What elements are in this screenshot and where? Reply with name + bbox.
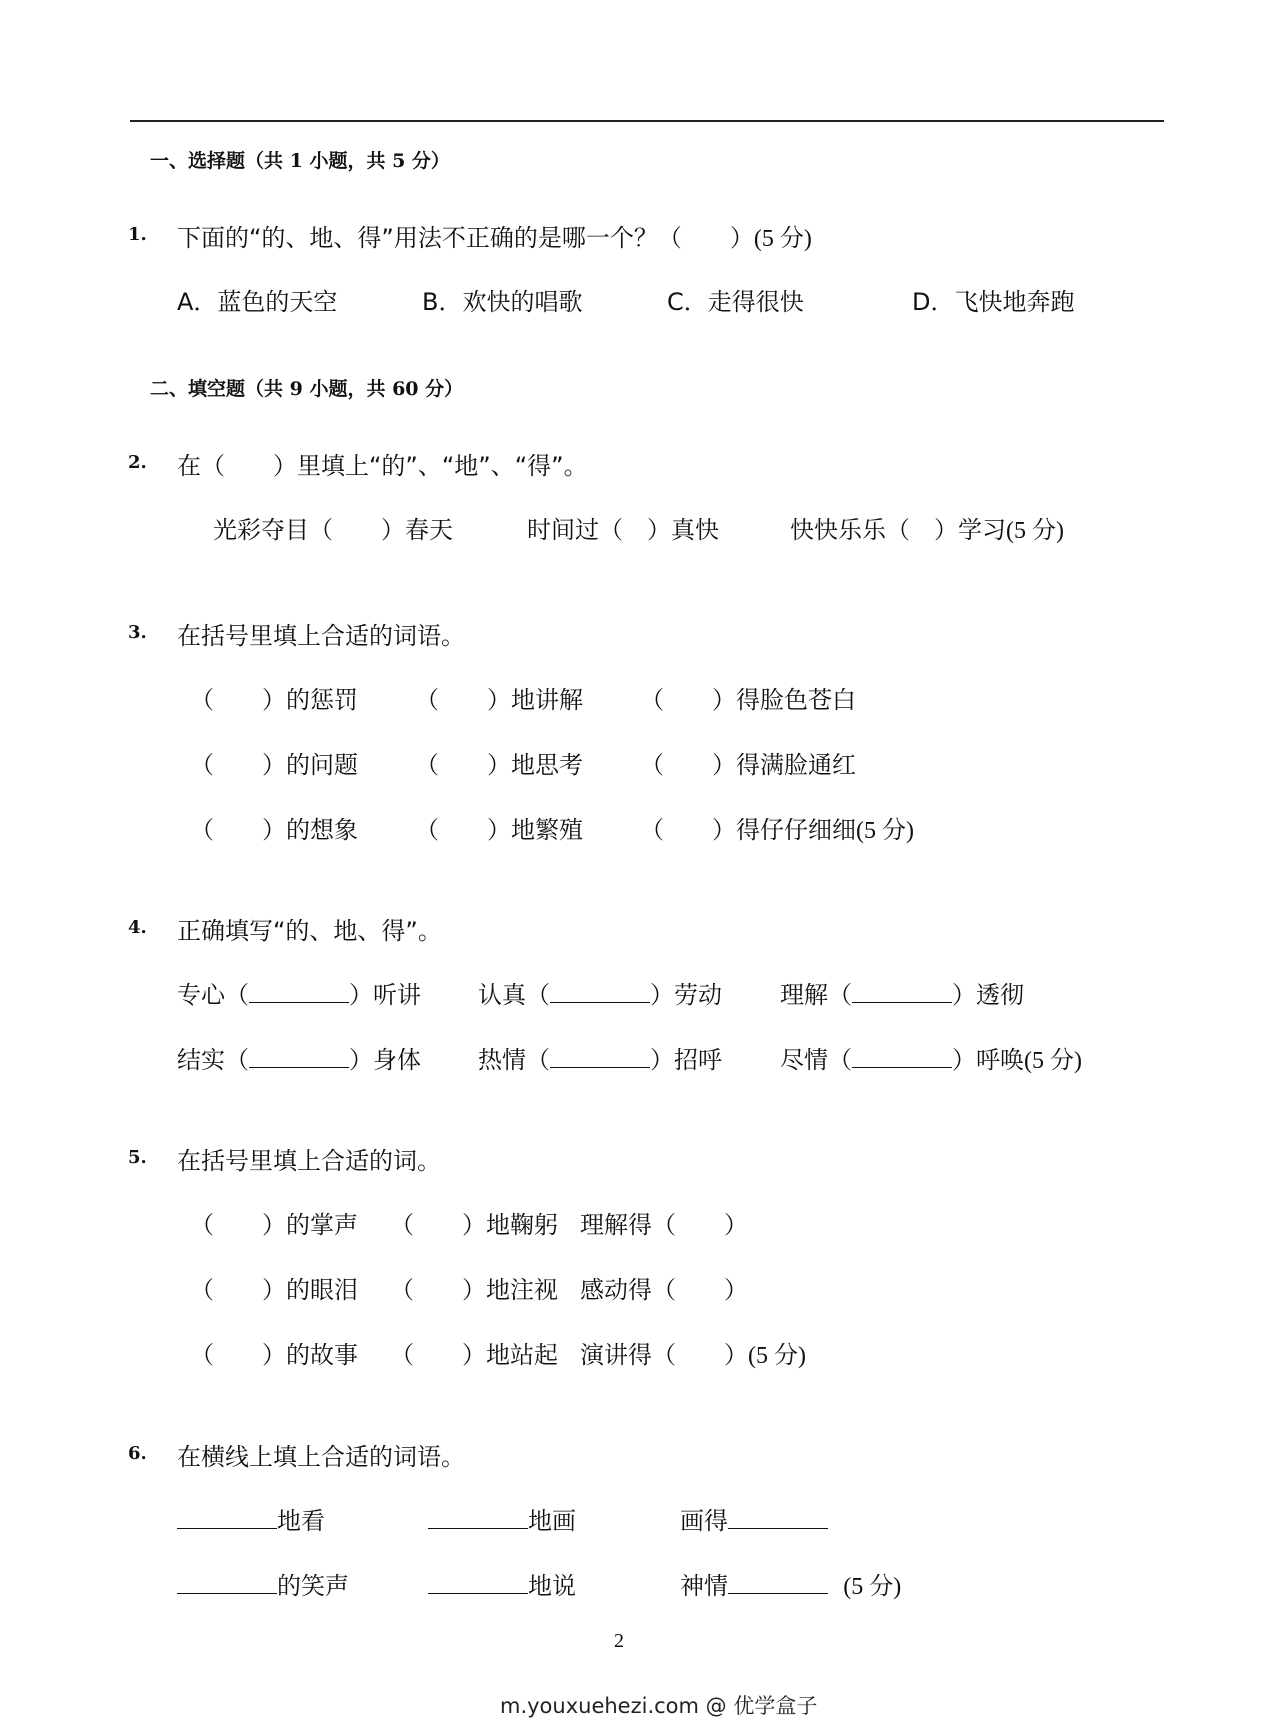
q6-cell: 的笑声 <box>177 1566 349 1601</box>
q1-option-a: A．蓝色的天空 <box>177 288 338 316</box>
header-rule <box>130 120 1164 122</box>
q2-number: 2. <box>128 452 147 473</box>
q6-cell: 画得 <box>680 1501 828 1536</box>
page-number: 2 <box>614 1630 624 1652</box>
q1-option-b: B．欢快的唱歌 <box>422 288 583 316</box>
q4-cell: 专心（ ）听讲 <box>177 975 421 1010</box>
q6-stem: 在横线上填上合适的词语。 <box>177 1443 465 1471</box>
q2-item-3: 快快乐乐（ ）学习(5 分) <box>790 516 1064 544</box>
answer-blank[interactable] <box>728 1569 828 1594</box>
q3-cell: （ ）得脸色苍白 <box>640 686 856 714</box>
q4-number: 4. <box>128 917 147 938</box>
q3-cell: （ ）的问题 <box>190 751 358 779</box>
answer-blank[interactable] <box>177 1504 277 1529</box>
q5-cell: 理解得（ ） <box>580 1211 748 1239</box>
answer-blank[interactable] <box>177 1569 277 1594</box>
section-title-1: 一、选择题（共 1 小题，共 5 分） <box>150 150 450 172</box>
q2-stem: 在（ ）里填上“的”、“地”、“得”。 <box>177 452 588 480</box>
q4-cell: 理解（ ）透彻 <box>780 975 1024 1010</box>
answer-blank[interactable] <box>249 1043 349 1068</box>
section-title-2: 二、填空题（共 9 小题，共 60 分） <box>150 378 464 400</box>
q2-item-2: 时间过（ ）真快 <box>527 516 719 544</box>
q3-cell: （ ）的想象 <box>190 816 358 844</box>
answer-blank[interactable] <box>852 1043 952 1068</box>
footer-watermark: m.youxuehezi.com @ 优学盒子 <box>500 1694 818 1718</box>
answer-blank[interactable] <box>249 978 349 1003</box>
q3-stem: 在括号里填上合适的词语。 <box>177 622 465 650</box>
q5-cell: （ ）的掌声 <box>190 1211 358 1239</box>
answer-blank[interactable] <box>550 978 650 1003</box>
q1-option-d: D．飞快地奔跑 <box>912 288 1075 316</box>
q5-stem: 在括号里填上合适的词。 <box>177 1147 441 1175</box>
q4-cell: 尽情（ ）呼唤(5 分) <box>780 1040 1082 1075</box>
q4-cell: 认真（ ）劳动 <box>478 975 722 1010</box>
answer-blank[interactable] <box>728 1504 828 1529</box>
q5-number: 5. <box>128 1147 147 1168</box>
answer-blank[interactable] <box>428 1569 528 1594</box>
q4-stem: 正确填写“的、地、得”。 <box>177 917 442 945</box>
q5-cell: （ ）的眼泪 <box>190 1276 358 1304</box>
answer-blank[interactable] <box>550 1043 650 1068</box>
q3-cell: （ ）得满脸通红 <box>640 751 856 779</box>
q5-cell: （ ）的故事 <box>190 1341 358 1369</box>
q5-cell: （ ）地站起 <box>390 1341 558 1369</box>
q4-cell: 结实（ ）身体 <box>177 1040 421 1075</box>
answer-blank[interactable] <box>428 1504 528 1529</box>
q1-stem: 下面的“的、地、得”用法不正确的是哪一个？（ ）(5 分) <box>177 224 812 252</box>
q6-number: 6. <box>128 1443 147 1464</box>
q6-cell: 地说 <box>428 1566 576 1601</box>
q3-cell: （ ）地思考 <box>415 751 583 779</box>
q4-cell: 热情（ ）招呼 <box>478 1040 722 1075</box>
q3-number: 3. <box>128 622 147 643</box>
q5-cell: 感动得（ ） <box>580 1276 748 1304</box>
q5-cell: （ ）地鞠躬 <box>390 1211 558 1239</box>
q3-cell: （ ）地讲解 <box>415 686 583 714</box>
q5-cell: （ ）地注视 <box>390 1276 558 1304</box>
q3-cell: （ ）地繁殖 <box>415 816 583 844</box>
q5-cell-last: 演讲得（ ）(5 分) <box>580 1341 806 1369</box>
q6-cell: 神情 (5 分) <box>680 1566 901 1601</box>
answer-blank[interactable] <box>852 978 952 1003</box>
q6-cell: 地画 <box>428 1501 576 1536</box>
q1-number: 1. <box>128 224 147 245</box>
q3-cell: （ ）的惩罚 <box>190 686 358 714</box>
q2-item-1: 光彩夺目（ ）春天 <box>213 516 453 544</box>
q3-cell-last: （ ）得仔仔细细(5 分) <box>640 816 914 844</box>
q6-cell: 地看 <box>177 1501 325 1536</box>
q1-option-c: C．走得很快 <box>667 288 804 316</box>
